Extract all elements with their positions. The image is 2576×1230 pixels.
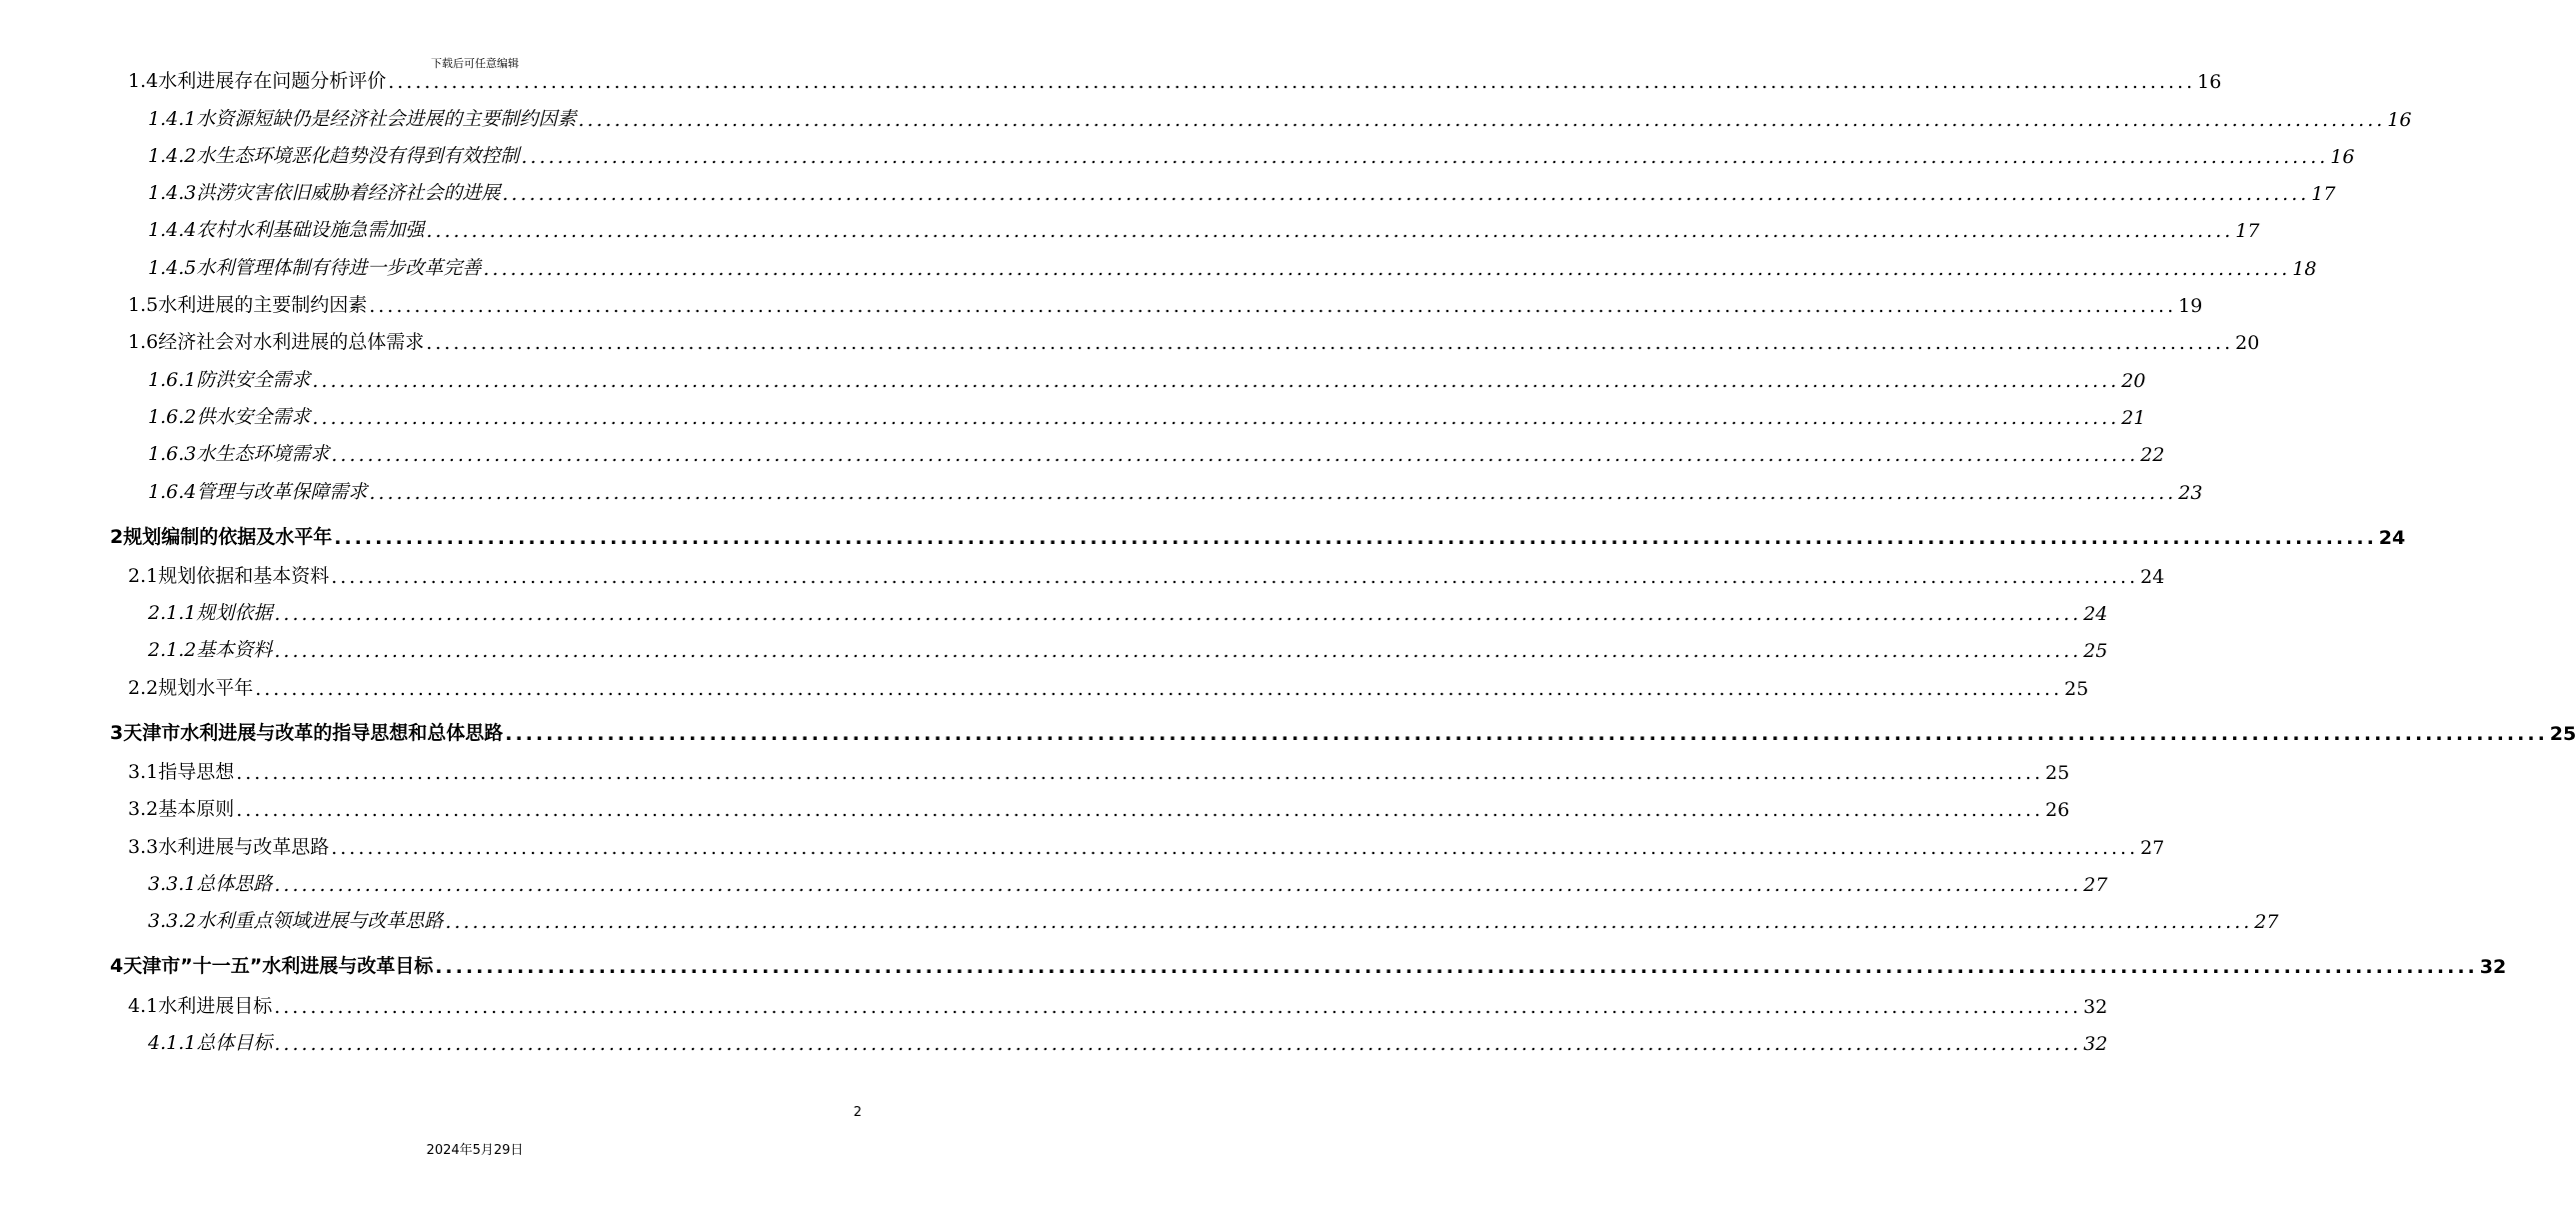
toc-entry-title: 1.5水利进展的主要制约因素: [128, 294, 368, 317]
toc-entry[interactable]: [0, 1024, 2108, 1061]
toc-dot-leader: ........................................................................................................................................................................................................: [274, 995, 2082, 1018]
toc-dot-leader: ........................................................................................................................................................................................................: [505, 722, 2548, 745]
toc-entry-title: 3.3.2水利重点领域进展与改革思路: [148, 910, 444, 933]
toc-entry-page: 20: [2121, 369, 2146, 392]
toc-entry-page: 22: [2140, 444, 2165, 467]
toc-dot-leader: ........................................................................................................................................................................................................: [502, 183, 2310, 206]
toc-entry-title: 3天津市水利进展与改革的指导思想和总体思路: [110, 721, 504, 744]
toc-entry-title: 3.3水利进展与改革思路: [128, 835, 330, 858]
toc-entry-page: 25: [2045, 762, 2070, 785]
toc-entry-title: 1.4.3洪涝灾害依旧威胁着经济社会的进展: [148, 182, 501, 205]
toc-dot-leader: ........................................................................................................................................................................................................: [334, 526, 2377, 549]
page-number: 2: [853, 1105, 862, 1120]
toc-entry[interactable]: [0, 286, 2203, 323]
toc-entry-page: 16: [2330, 145, 2355, 168]
toc-entry-title: 3.2基本原则: [128, 798, 235, 821]
toc-entry[interactable]: [0, 99, 2412, 136]
toc-dot-leader: ........................................................................................................................................................................................................: [521, 145, 2329, 168]
toc-entry-page: 32: [2083, 1032, 2108, 1055]
toc-entry-page: 27: [2083, 873, 2108, 896]
toc-dot-leader: ........................................................................................................................................................................................................: [274, 640, 2082, 663]
toc-entry-title: 1.6.3水生态环境需求: [148, 443, 330, 466]
toc-entry[interactable]: [0, 62, 2222, 99]
toc-entry-title: 2规划编制的依据及水平年: [110, 525, 333, 548]
toc-entry-title: 2.1规划依据和基本资料: [128, 564, 330, 587]
toc-entry[interactable]: [0, 557, 2165, 594]
toc-entry-page: 20: [2235, 332, 2260, 355]
toc-entry-page: 25: [2549, 722, 2576, 745]
toc-entry-page: 25: [2083, 640, 2108, 663]
toc-dot-leader: ........................................................................................................................................................................................................: [236, 762, 2044, 785]
toc-entry[interactable]: [0, 594, 2108, 631]
toc-entry-title: 1.4水利进展存在问题分析评价: [128, 70, 387, 93]
toc-entry-title: 1.6.2供水安全需求: [148, 405, 311, 428]
toc-entry-title: 4.1.1总体目标: [148, 1031, 273, 1054]
toc-entry[interactable]: [0, 248, 2317, 285]
toc-dot-leader: ........................................................................................................................................................................................................: [483, 257, 2291, 280]
toc-dot-leader: ........................................................................................................................................................................................................: [274, 873, 2082, 896]
toc-entry[interactable]: [0, 323, 2260, 360]
toc-entry-page: 32: [2083, 995, 2108, 1018]
toc-dot-leader: ........................................................................................................................................................................................................: [369, 295, 2177, 318]
toc-entry-page: 16: [2387, 108, 2412, 131]
toc-entry[interactable]: [0, 865, 2108, 902]
toc-entry-page: 24: [2140, 565, 2165, 588]
toc-dot-leader: ........................................................................................................................................................................................................: [331, 565, 2139, 588]
toc-dot-leader: ........................................................................................................................................................................................................: [426, 332, 2234, 355]
toc-entry-title: 4.1水利进展目标: [128, 994, 273, 1017]
page-header: 下载后可任意编辑: [431, 57, 519, 70]
toc-dot-leader: ........................................................................................................................................................................................................: [331, 444, 2139, 467]
toc-dot-leader: ........................................................................................................................................................................................................: [236, 799, 2044, 822]
toc-entry-title: 2.1.1规划依据: [148, 602, 273, 625]
toc-entry-page: 19: [2178, 295, 2203, 318]
toc-entry-title: 3.1指导思想: [128, 761, 235, 784]
toc-entry-title: 1.4.2水生态环境恶化趋势没有得到有效控制: [148, 144, 520, 167]
page-footer-date: 2024年5月29日: [426, 1143, 524, 1158]
toc-dot-leader: ........................................................................................................................................................................................................: [274, 1032, 2082, 1055]
toc-entry[interactable]: [0, 706, 2576, 753]
toc-entry[interactable]: [0, 631, 2108, 668]
toc-entry[interactable]: [0, 211, 2260, 248]
toc-entry-title: 1.6经济社会对水利进展的总体需求: [128, 331, 425, 354]
toc-entry[interactable]: [0, 398, 2146, 435]
toc-entry-page: 27: [2140, 836, 2165, 859]
toc-entry-page: 27: [2254, 911, 2279, 934]
toc-entry-title: 4天津市”十一五”水利进展与改革目标: [110, 955, 434, 978]
toc-entry[interactable]: [0, 753, 2070, 790]
toc-entry-page: 24: [2378, 526, 2406, 549]
toc-entry-title: 3.3.1总体思路: [148, 872, 273, 895]
toc-entry-title: 1.6.4管理与改革保障需求: [148, 480, 368, 503]
toc-dot-leader: ........................................................................................................................................................................................................: [312, 406, 2120, 429]
toc-entry[interactable]: [0, 174, 2336, 211]
toc-dot-leader: ........................................................................................................................................................................................................: [312, 369, 2120, 392]
toc-entry-page: 23: [2178, 481, 2203, 504]
toc-entry-page: 26: [2045, 799, 2070, 822]
toc-entry[interactable]: [0, 902, 2279, 939]
toc-entry[interactable]: [0, 986, 2108, 1023]
toc-entry-page: 24: [2083, 603, 2108, 626]
toc-dot-leader: ........................................................................................................................................................................................................: [369, 481, 2177, 504]
toc-entry-page: 17: [2235, 220, 2260, 243]
toc-dot-leader: ........................................................................................................................................................................................................: [445, 911, 2253, 934]
toc-entry[interactable]: [0, 137, 2355, 174]
toc-entry[interactable]: [0, 510, 2406, 557]
toc-entry-title: 1.4.4农村水利基础设施急需加强: [148, 219, 425, 242]
toc-dot-leader: ........................................................................................................................................................................................................: [426, 220, 2234, 243]
toc-entry-title: 1.4.5水利管理体制有待进一步改革完善: [148, 256, 482, 279]
toc-entry[interactable]: [0, 939, 2507, 986]
toc-entry-page: 16: [2197, 71, 2222, 94]
toc-dot-leader: ........................................................................................................................................................................................................: [578, 108, 2386, 131]
toc-entry-page: 25: [2064, 677, 2089, 700]
toc-entry-page: 21: [2121, 406, 2146, 429]
toc-entry[interactable]: [0, 360, 2146, 397]
toc-dot-leader: ........................................................................................................................................................................................................: [435, 956, 2478, 979]
toc-entry[interactable]: [0, 790, 2070, 827]
toc-entry[interactable]: [0, 668, 2089, 705]
toc-entry-page: 32: [2479, 956, 2507, 979]
toc-entry[interactable]: [0, 472, 2203, 509]
toc-entry-page: 18: [2292, 257, 2317, 280]
toc-entry-title: 1.4.1水资源短缺仍是经济社会进展的主要制约因素: [148, 107, 577, 130]
table-of-contents: [0, 62, 2576, 1061]
toc-entry[interactable]: [0, 827, 2165, 864]
toc-entry[interactable]: [0, 435, 2165, 472]
toc-entry-title: 1.6.1防洪安全需求: [148, 368, 311, 391]
toc-entry-title: 2.2规划水平年: [128, 676, 254, 699]
toc-entry-page: 17: [2311, 183, 2336, 206]
toc-dot-leader: ........................................................................................................................................................................................................: [255, 677, 2063, 700]
toc-dot-leader: ........................................................................................................................................................................................................: [388, 71, 2196, 94]
toc-dot-leader: ........................................................................................................................................................................................................: [274, 603, 2082, 626]
toc-dot-leader: ........................................................................................................................................................................................................: [331, 836, 2139, 859]
toc-entry-title: 2.1.2基本资料: [148, 639, 273, 662]
